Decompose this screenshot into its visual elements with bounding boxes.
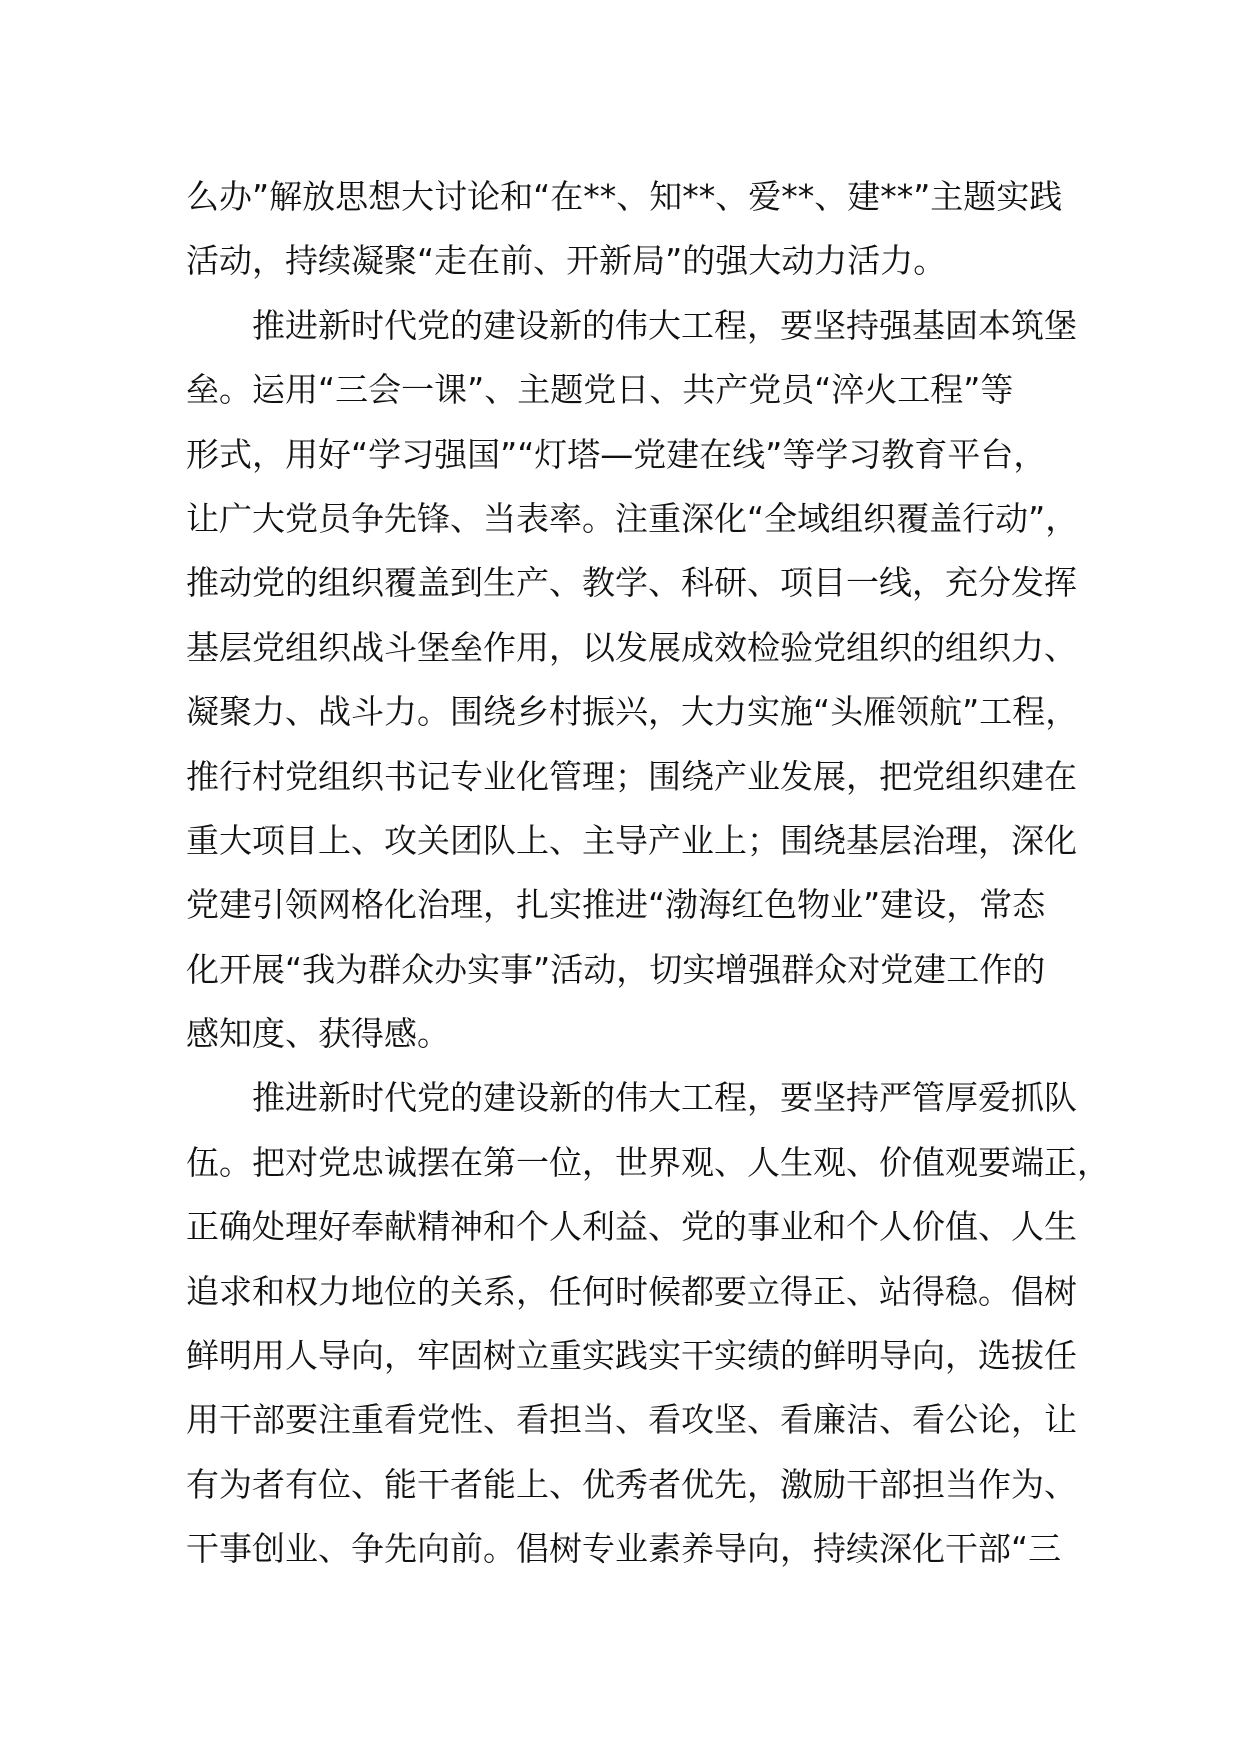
text-line: 么办”解放思想大讨论和“在**、知**、爱**、建**”主题实践 <box>186 177 1063 216</box>
paragraph-3 <box>186 1066 1110 1581</box>
text-line: 重大项目上、攻关团队上、主导产业上；围绕基层治理，深化 <box>186 820 1077 860</box>
text-line: 基层党组织战斗堡垒作用，以发展成效检验党组织的组织力、 <box>186 627 1077 667</box>
text-line: 干事创业、争先向前。倡树专业素养导向，持续深化干部“三 <box>186 1529 1062 1569</box>
paragraph-2 <box>186 294 1086 1067</box>
text-line: 正确处理好奉献精神和个人利益、党的事业和个人价值、人生 <box>186 1207 1077 1247</box>
text-line: 形式，用好“学习强国”“灯塔—党建在线”等学习教育平台， <box>186 434 1047 474</box>
text-line: 有为者有位、能干者能上、优秀者优先，激励干部担当作为、 <box>186 1464 1077 1504</box>
body-text <box>186 165 1110 1582</box>
text-line: 用干部要注重看党性、看担当、看攻坚、看廉洁、看公论，让 <box>186 1400 1077 1440</box>
paragraph-1 <box>186 165 1086 294</box>
text-line: 推进新时代党的建设新的伟大工程，要坚持强基固本筑堡 <box>252 305 1077 345</box>
text-line: 化开展“我为群众办实事”活动，切实增强群众对党建工作的 <box>186 949 1046 989</box>
text-line: 推行村党组织书记专业化管理；围绕产业发展，把党组织建在 <box>186 756 1077 796</box>
text-line: 追求和权力地位的关系，任何时候都要立得正、站得稳。倡树 <box>186 1271 1077 1311</box>
text-line: 凝聚力、战斗力。围绕乡村振兴，大力实施“头雁领航”工程， <box>186 692 1079 732</box>
text-line: 伍。把对党忠诚摆在第一位，世界观、人生观、价值观要端正， <box>186 1142 1110 1182</box>
text-line: 让广大党员争先锋、当表率。注重深化“全域组织覆盖行动”， <box>186 498 1079 538</box>
text-line: 垒。运用“三会一课”、主题党日、共产党员“淬火工程”等 <box>186 370 1014 410</box>
text-line: 党建引领网格化治理，扎实推进“渤海红色物业”建设，常态 <box>186 885 1046 925</box>
text-line: 活动，持续凝聚“走在前、开新局”的强大动力活力。 <box>186 241 947 281</box>
text-line: 推动党的组织覆盖到生产、教学、科研、项目一线，充分发挥 <box>186 563 1077 603</box>
text-line: 鲜明用人导向，牢固树立重实践实干实绩的鲜明导向，选拔任 <box>186 1336 1077 1376</box>
text-line: 感知度、获得感。 <box>186 1014 450 1054</box>
text-line: 推进新时代党的建设新的伟大工程，要坚持严管厚爱抓队 <box>252 1078 1077 1118</box>
